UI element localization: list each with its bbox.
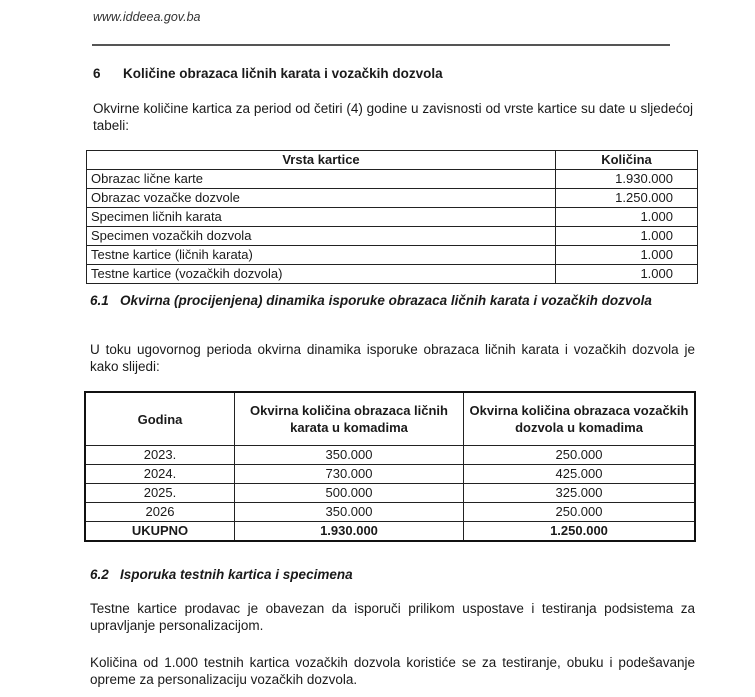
section-6-title: Količine obrazaca ličnih karata i vozačkih dozvola (123, 66, 443, 81)
table-row (87, 227, 698, 246)
card-type-cell: Testne kartice (ličnih karata) (87, 246, 556, 265)
table-row (87, 246, 698, 265)
quantity-cell: 250.000 (464, 503, 696, 522)
card-types-table (86, 150, 698, 284)
quantity-cell: 730.000 (235, 465, 464, 484)
quantity-cell: 1.000 (556, 208, 698, 227)
section-6-1-title: Okvirna (procijenjena) dinamika isporuke obrazaca ličnih karata i vozačkih dozvola (120, 293, 652, 308)
year-cell: 2026 (85, 503, 235, 522)
quantity-cell: 500.000 (235, 484, 464, 503)
table-row (87, 265, 698, 284)
delivery-schedule-table (84, 391, 696, 542)
table-row (85, 503, 695, 522)
quantity-cell: 350.000 (235, 503, 464, 522)
total-row (85, 522, 695, 542)
total-value-cell: 1.930.000 (235, 522, 464, 542)
section-6-intro: Okvirne količine kartica za period od četiri (4) godine u zavisnosti od vrste kartice su date u sljedećoj tabeli: (93, 101, 693, 133)
table-row (87, 208, 698, 227)
quantity-cell: 250.000 (464, 446, 696, 465)
section-6-2-paragraph-1: Testne kartice prodavac je obavezan da isporuči prilikom uspostave i testiranja podsistema za upravljanje personalizacijom. (90, 601, 695, 633)
year-cell: 2024. (85, 465, 235, 484)
column-header: Okvirna količina obrazaca vozačkih dozvola u komadima (464, 392, 696, 446)
quantity-cell: 1.930.000 (556, 170, 698, 189)
quantity-cell: 1.000 (556, 246, 698, 265)
card-type-cell: Specimen ličnih karata (87, 208, 556, 227)
header-url: www.iddeea.gov.ba (93, 10, 201, 24)
section-6-2-heading (90, 567, 353, 582)
table-row (85, 465, 695, 484)
card-type-cell: Specimen vozačkih dozvola (87, 227, 556, 246)
quantity-cell: 425.000 (464, 465, 696, 484)
card-type-cell: Testne kartice (vozačkih dozvola) (87, 265, 556, 284)
table-row (85, 446, 695, 465)
total-label-cell: UKUPNO (85, 522, 235, 542)
column-header: Količina (556, 151, 698, 170)
quantity-cell: 350.000 (235, 446, 464, 465)
total-value-cell: 1.250.000 (464, 522, 696, 542)
column-header: Godina (85, 392, 235, 446)
table-header-row (85, 392, 695, 446)
table-row (87, 170, 698, 189)
section-6-2-number: 6.2 (90, 567, 109, 582)
section-6-number: 6 (93, 66, 101, 81)
year-cell: 2023. (85, 446, 235, 465)
quantity-cell: 1.000 (556, 227, 698, 246)
quantity-cell: 1.000 (556, 265, 698, 284)
table-row (87, 189, 698, 208)
header-divider (92, 44, 670, 46)
section-6-heading (93, 66, 443, 81)
section-6-1-number: 6.1 (90, 293, 109, 308)
table-header-row (87, 151, 698, 170)
table-row (85, 484, 695, 503)
column-header: Okvirna količina obrazaca ličnih karata u komadima (235, 392, 464, 446)
quantity-cell: 1.250.000 (556, 189, 698, 208)
section-6-2-title: Isporuka testnih kartica i specimena (120, 567, 353, 582)
card-type-cell: Obrazac lične karte (87, 170, 556, 189)
column-header: Vrsta kartice (87, 151, 556, 170)
section-6-1-heading (90, 292, 695, 310)
section-6-1-intro: U toku ugovornog perioda okvirna dinamika isporuke obrazaca ličnih karata i vozačkih dozvola je kako slijedi: (90, 342, 695, 374)
section-6-2-paragraph-2: Količina od 1.000 testnih kartica vozačkih dozvola koristiće se za testiranje, obuku i podešavanje opreme za personalizaciju vozačkih dozvola. (90, 655, 695, 687)
year-cell: 2025. (85, 484, 235, 503)
card-type-cell: Obrazac vozačke dozvole (87, 189, 556, 208)
quantity-cell: 325.000 (464, 484, 696, 503)
